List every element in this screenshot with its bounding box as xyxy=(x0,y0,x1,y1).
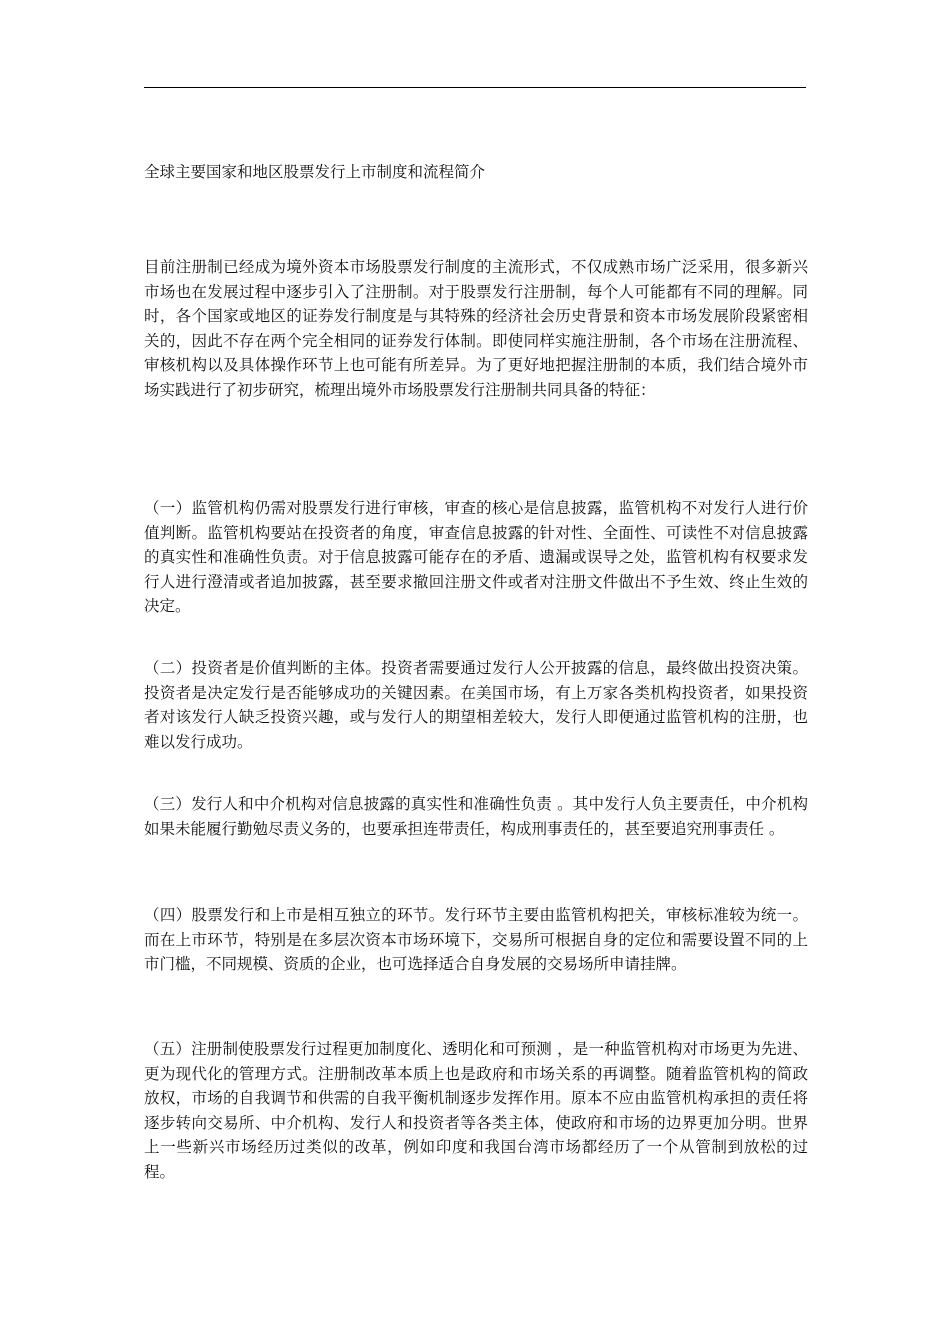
point-paragraph-1: （一）监管机构仍需对股票发行进行审核，审查的核心是信息披露，监管机构不对发行人进行价值判断。监管机构要站在投资者的角度，审查信息披露的针对性、全面性、可读性不对信息披露的真实性和准确性负责。对于信息披露可能存在的矛盾、遗漏或误导之处，监管机构有权要求发行人进行澄清或者追加披露，甚至要求撤回注册文件或者对注册文件做出不予生效、终止生效的决定。 xyxy=(144,499,808,616)
point-paragraph-3: （三）发行人和中介机构对信息披露的真实性和准确性负责 。其中发行人负主要责任，中介机构如果未能履行勤勉尽责义务的，也要承担连带责任，构成刑事责任的，甚至要追究刑事责任 。 xyxy=(144,795,808,838)
point-paragraph-4: （四）股票发行和上市是相互独立的环节。发行环节主要由监管机构把关，审核标准较为统一。而在上市环节，特别是在多层次资本市场环境下，交易所可根据自身的定位和需要设置不同的上市门槛，不同规模、资质的企业，也可选择适合自身发展的交易场所申请挂牌。 xyxy=(144,906,808,974)
point-paragraph-5: （五）注册制使股票发行过程更加制度化、透明化和可预测 ，是一种监管机构对市场更为先进、更为现代化的管理方式。注册制改革本质上也是政府和市场关系的再调整。随着监管机构的简政放权，市场的自我调节和供需的自我平衡机制逐步发挥作用。原本不应由监管机构承担的责任将逐步转向交易所、中介机构、发行人和投资者等各类主体，使政府和市场的边界更加分明。世界上一些新兴市场经历过类似的改革，例如印度和我国台湾市场都经历了一个从管制到放松的过程。 xyxy=(144,1040,808,1181)
document-title: 全球主要国家和地区股票发行上市制度和流程简介 xyxy=(144,163,486,181)
intro-paragraph: 目前注册制已经成为境外资本市场股票发行制度的主流形式，不仅成熟市场广泛采用，很多新兴市场也在发展过程中逐步引入了注册制。对于股票发行注册制，每个人可能都有不同的理解。同时，各个国家或地区的证券发行制度是与其特殊的经济社会历史背景和资本市场发展阶段紧密相关的，因此不存在两个完全相同的证券发行体制。即使同样实施注册制，各个市场在注册流程、审核机构以及具体操作环节上也可能有所差异。为了更好地把握注册制的本质，我们结合境外市场实践进行了初步研究，梳理出境外市场股票发行注册制共同具备的特征： xyxy=(144,258,808,399)
header-rule xyxy=(144,87,806,88)
point-paragraph-2: （二）投资者是价值判断的主体。投资者需要通过发行人公开披露的信息，最终做出投资决策。投资者是决定发行是否能够成功的关键因素。在美国市场，有上万家各类机构投资者，如果投资者对该发行人缺乏投资兴趣，或与发行人的期望相差较大，发行人即便通过监管机构的注册，也难以发行成功。 xyxy=(144,659,808,751)
